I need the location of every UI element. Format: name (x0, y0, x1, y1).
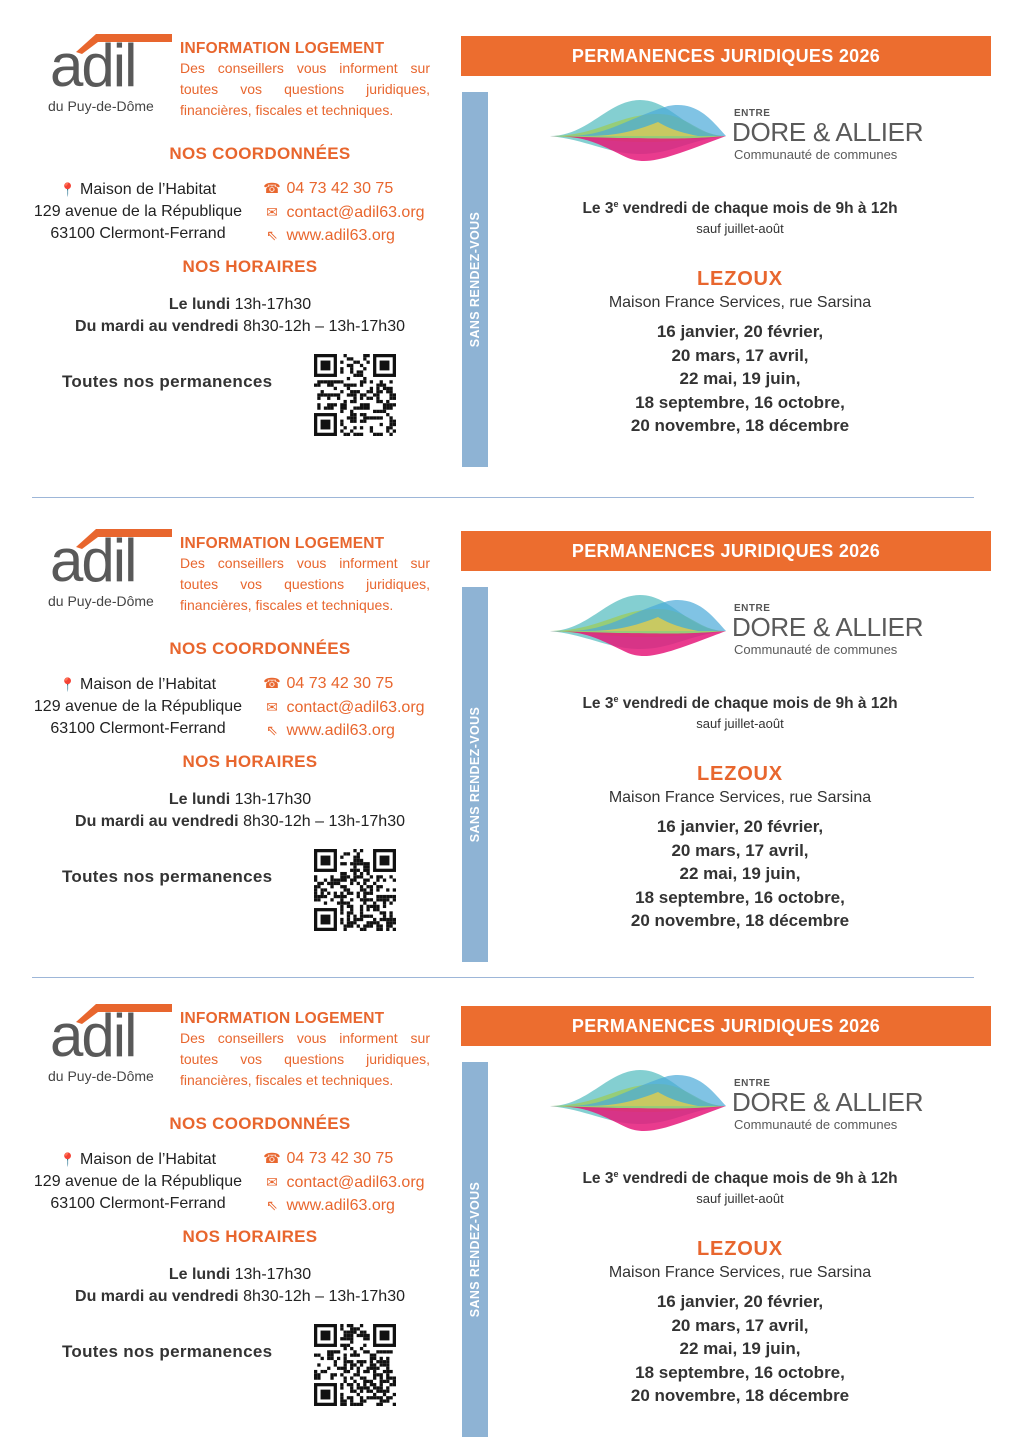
date-line: 16 janvier, 20 février, (656, 817, 824, 836)
date-line: 22 mai, 19 juin, (679, 1339, 801, 1359)
address: 📍 Maison de l’Habitat 129 avenue de la République 63100 Clermont-Ferrand (33, 1151, 243, 1212)
hours-title: NOS HORAIRES (182, 752, 318, 771)
contacts (262, 177, 462, 248)
date-line: 20 novembre, 18 décembre (630, 911, 850, 931)
coordinates-title: NOS COORDONNÉES (169, 1114, 351, 1133)
date-line: 20 novembre, 18 décembre (630, 416, 850, 436)
phone-number[interactable]: 04 73 42 30 75 (286, 1150, 394, 1167)
wave-logo-icon (548, 587, 728, 663)
arrow-icon: ⇖ (266, 722, 278, 738)
contacts (262, 1147, 462, 1218)
qr-code-icon[interactable] (314, 849, 396, 931)
phone-icon: ☎ (263, 675, 281, 691)
pin-icon: 📍 (59, 677, 77, 692)
hours: Le lundi 13h-17h30 Du mardi au vendredi 8h30-12h – 13h-17h30 (75, 1266, 405, 1305)
schedule: Le 3e vendredi de chaque mois de 9h à 12h sauf juillet-août (582, 199, 898, 237)
flyer-card-3 (0, 970, 1024, 1440)
all-permanences-label: Toutes nos permanences (62, 1342, 273, 1361)
date-line: 22 mai, 19 juin, (679, 864, 801, 884)
adil-logo: adil du Puy-de-Dôme (46, 1000, 176, 1090)
wave-logo-icon (548, 1062, 728, 1138)
date-line: 20 novembre, 18 décembre (630, 1386, 850, 1406)
flyer-card-1 (0, 0, 1024, 470)
all-permanences-label: Toutes nos permanences (62, 372, 273, 391)
coordinates-title: NOS COORDONNÉES (169, 639, 351, 658)
date-line: 20 mars, 17 avril, (671, 345, 809, 365)
date-line: 18 septembre, 16 octobre, (635, 392, 845, 412)
arrow-icon: ⇖ (266, 227, 278, 243)
address: 📍 Maison de l’Habitat 129 avenue de la République 63100 Clermont-Ferrand (33, 676, 243, 737)
banner: PERMANENCES JURIDIQUES 2026 (461, 531, 991, 571)
logo-subtitle: du Puy-de-Dôme (48, 593, 154, 609)
date-line: 22 mai, 19 juin, (679, 369, 801, 389)
side-label: SANS RENDEZ-VOUS (468, 1181, 482, 1318)
all-permanences-label: Toutes nos permanences (62, 867, 273, 886)
email-link[interactable]: contact@adil63.org (286, 203, 425, 221)
website-link[interactable]: www.adil63.org (286, 1197, 395, 1214)
info-block (180, 1010, 430, 1091)
hours: Le lundi 13h-17h30 Du mardi au vendredi 8h30-12h – 13h-17h30 (75, 296, 405, 335)
pin-icon: 📍 (59, 1152, 77, 1167)
partner-logo: ENTRE DORE & ALLIER Communauté de communes (548, 587, 928, 663)
email-link[interactable]: contact@adil63.org (286, 1173, 425, 1191)
side-bar (462, 1062, 488, 1437)
place: Maison France Services, rue Sarsina (608, 789, 872, 806)
banner: PERMANENCES JURIDIQUES 2026 (461, 36, 991, 76)
info-block (180, 535, 430, 616)
hours-title: NOS HORAIRES (182, 1227, 318, 1246)
info-text: Des conseillers vous informent sur toutes vos questions juridiques, financières, fiscales et techniques. (180, 555, 430, 613)
date-line: 20 mars, 17 avril, (671, 840, 809, 860)
banner: PERMANENCES JURIDIQUES 2026 (461, 1006, 991, 1046)
coordinates-title: NOS COORDONNÉES (169, 144, 351, 163)
info-block (180, 40, 430, 121)
logo-subtitle: du Puy-de-Dôme (48, 98, 154, 114)
phone-number[interactable]: 04 73 42 30 75 (286, 180, 394, 197)
place: Maison France Services, rue Sarsina (608, 294, 872, 311)
phone-icon: ☎ (263, 1150, 281, 1166)
city: LEZOUX (697, 763, 783, 785)
schedule: Le 3e vendredi de chaque mois de 9h à 12h sauf juillet-août (582, 1169, 898, 1207)
date-line: 20 mars, 17 avril, (671, 1315, 809, 1335)
address: 📍 Maison de l’Habitat 129 avenue de la République 63100 Clermont-Ferrand (33, 181, 243, 242)
date-line: 16 janvier, 20 février, (656, 322, 824, 341)
date-line: 18 septembre, 16 octobre, (635, 1362, 845, 1382)
adil-logo: adil du Puy-de-Dôme (46, 525, 176, 615)
phone-icon: ☎ (263, 180, 281, 196)
hours-title: NOS HORAIRES (182, 257, 318, 276)
date-line: 18 septembre, 16 octobre, (635, 887, 845, 907)
schedule: Le 3e vendredi de chaque mois de 9h à 12h sauf juillet-août (582, 694, 898, 732)
side-label: SANS RENDEZ-VOUS (468, 706, 482, 843)
dates-list (500, 815, 980, 933)
hours: Le lundi 13h-17h30 Du mardi au vendredi 8h30-12h – 13h-17h30 (75, 791, 405, 830)
pin-icon: 📍 (59, 182, 77, 197)
flyer-card-2 (0, 495, 1024, 965)
partner-logo: ENTRE DORE & ALLIER Communauté de communes (548, 92, 928, 168)
dates-list (500, 320, 980, 438)
email-icon: ✉ (266, 203, 278, 220)
logo-subtitle: du Puy-de-Dôme (48, 1068, 154, 1084)
side-bar (462, 92, 488, 467)
website-link[interactable]: www.adil63.org (286, 722, 395, 739)
email-icon: ✉ (266, 1173, 278, 1190)
website-link[interactable]: www.adil63.org (286, 227, 395, 244)
side-bar (462, 587, 488, 962)
dates-list (500, 1290, 980, 1408)
qr-code-icon[interactable] (314, 354, 396, 436)
contacts (262, 672, 462, 743)
side-label: SANS RENDEZ-VOUS (468, 211, 482, 348)
info-text: Des conseillers vous informent sur toutes vos questions juridiques, financières, fiscales et techniques. (180, 1030, 430, 1088)
place: Maison France Services, rue Sarsina (608, 1264, 872, 1281)
info-text: Des conseillers vous informent sur toutes vos questions juridiques, financières, fiscales et techniques. (180, 60, 430, 118)
info-title: INFORMATION LOGEMENT (180, 1010, 385, 1027)
email-link[interactable]: contact@adil63.org (286, 698, 425, 716)
email-icon: ✉ (266, 698, 278, 715)
qr-code-icon[interactable] (314, 1324, 396, 1406)
adil-logo: adil du Puy-de-Dôme (46, 30, 176, 120)
arrow-icon: ⇖ (266, 1197, 278, 1213)
phone-number[interactable]: 04 73 42 30 75 (286, 675, 394, 692)
info-title: INFORMATION LOGEMENT (180, 40, 385, 57)
city: LEZOUX (697, 268, 783, 290)
city: LEZOUX (697, 1238, 783, 1260)
wave-logo-icon (548, 92, 728, 168)
partner-logo: ENTRE DORE & ALLIER Communauté de communes (548, 1062, 928, 1138)
date-line: 16 janvier, 20 février, (656, 1292, 824, 1311)
info-title: INFORMATION LOGEMENT (180, 535, 385, 552)
